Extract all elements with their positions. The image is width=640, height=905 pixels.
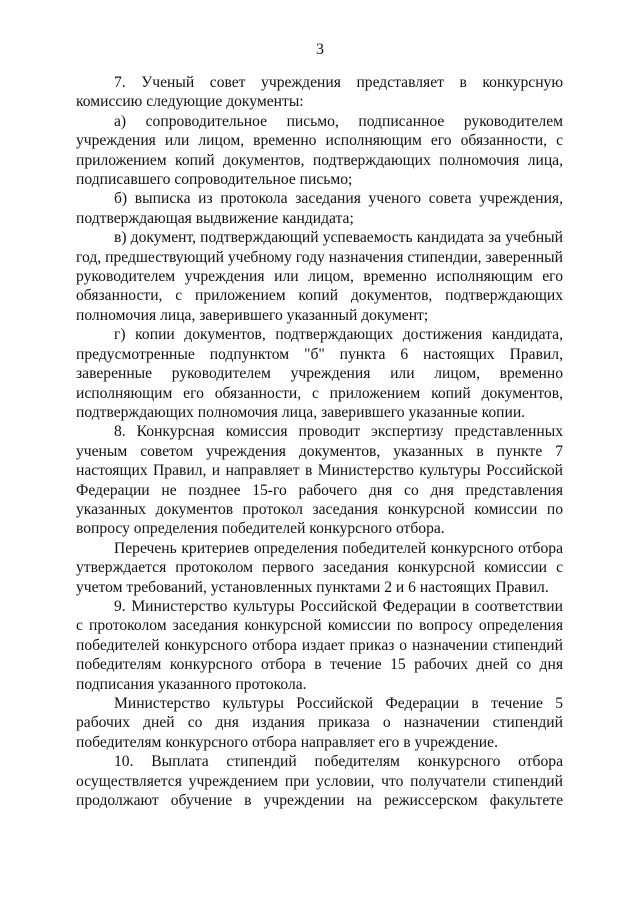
document-body (76, 73, 563, 810)
paragraph-8: 8. Конкурсная комиссия проводит экспертизу представленных ученым советом учреждения документов, указанных в пункте 7 настоящих Правил, и направляет в Министерство культуры Российской Федерации не позднее 15-го рабочего дня со дня представления указанных документов протокол заседания конкурсной комиссии по вопросу определения победителей конкурсного отбора. (76, 423, 563, 538)
paragraph-8-criteria: Перечень критериев определения победителей конкурсного отбора утверждается протоколом первого заседания конкурсной комиссии с учетом требований, установленных пунктами 2 и 6 настоящих Правил. (76, 539, 563, 596)
paragraph-7a: а) сопроводительное письмо, подписанное руководителем учреждения или лицом, временно исполняющим его обязанности, с приложением копий документов, подтверждающих полномочия лица, подписавшего сопроводительное письмо; (76, 112, 563, 189)
paragraph-10: 10. Выплата стипендий победителям конкурсного отбора осуществляется учреждением при условии, что получатели стипендий продолжают обучение в учреждении на режиссерском факультете (76, 753, 563, 810)
paragraph-7v: в) документ, подтверждающий успеваемость кандидата за учебный год, предшествующий учебному году назначения стипендии, заверенный руководителем учреждения или лицом, временно исполняющим его обязанности, с приложением копий документов, подтверждающих полномочия лица, заверившего указанный документ; (76, 229, 563, 324)
paragraph-7b: б) выписка из протокола заседания ученого совета учреждения, подтверждающая выдвижение кандидата; (76, 190, 563, 227)
paragraph-9: 9. Министерство культуры Российской Федерации в соответствии с протоколом заседания конкурсной комиссии по вопросу определения победителей конкурсного отбора издает приказ о назначении стипендий победителям конкурсного отбора в течение 15 рабочих дней со дня подписания указанного протокола. (76, 597, 563, 693)
page-number: 3 (316, 41, 324, 58)
paragraph-9-notice: Министерство культуры Российской Федерации в течение 5 рабочих дней со дня издания приказа о назначении стипендий победителям конкурсного отбора направляет его в учреждение. (76, 695, 563, 751)
paragraph-7g: г) копии документов, подтверждающих достижения кандидата, предусмотренные подпунктом "б" пункта 6 настоящих Правил, заверенные руководителем учреждения или лицом, временно исполняющим его обязанности, с приложением копий документов, подтверждающих полномочия лица, заверившего указанные копии. (76, 326, 563, 421)
paragraph-7: 7. Ученый совет учреждения представляет в конкурсную комиссию следующие документы: (76, 74, 563, 111)
